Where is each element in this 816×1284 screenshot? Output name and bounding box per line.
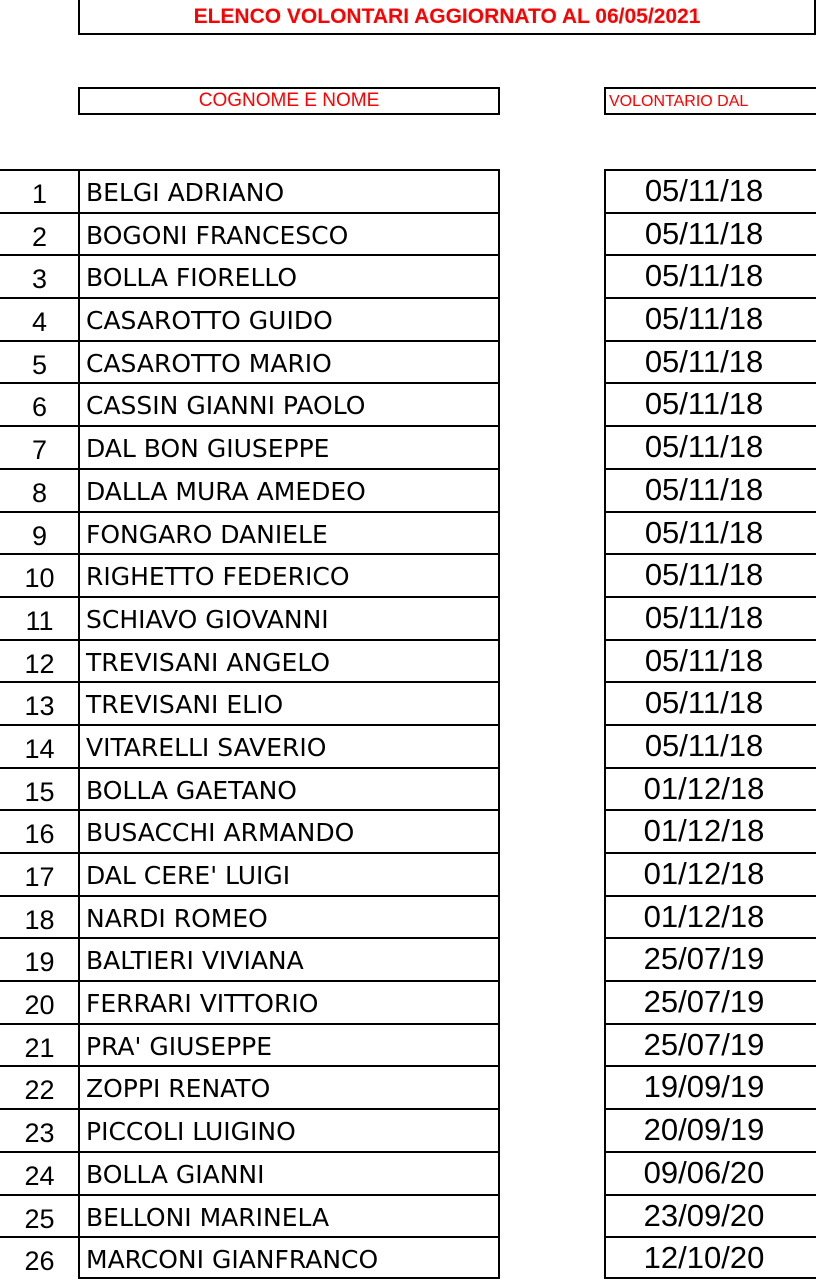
volunteer-since-date: 01/12/18 xyxy=(604,895,816,938)
volunteer-since-date: 19/09/19 xyxy=(604,1065,816,1108)
volunteer-since-date: 01/12/18 xyxy=(604,852,816,895)
volunteer-since-date: 05/11/18 xyxy=(604,382,816,425)
volunteer-since-date: 12/10/20 xyxy=(604,1236,816,1279)
row-number: 4 xyxy=(0,297,79,340)
table-row xyxy=(0,1194,816,1237)
row-number: 13 xyxy=(0,681,79,724)
table-row xyxy=(0,852,816,895)
table-row xyxy=(0,767,816,810)
table-row xyxy=(0,1151,816,1194)
row-number: 8 xyxy=(0,468,79,511)
volunteer-name: BOLLA FIORELLO xyxy=(78,254,500,297)
table-row xyxy=(0,724,816,767)
table-row xyxy=(0,553,816,596)
volunteer-name: RIGHETTO FEDERICO xyxy=(78,553,500,596)
row-number: 11 xyxy=(0,596,79,639)
row-number: 18 xyxy=(0,895,79,938)
volunteer-since-date: 05/11/18 xyxy=(604,511,816,554)
row-number: 25 xyxy=(0,1194,79,1237)
volunteer-since-date: 09/06/20 xyxy=(604,1151,816,1194)
volunteer-name: TREVISANI ANGELO xyxy=(78,639,500,682)
volunteer-name: NARDI ROMEO xyxy=(78,895,500,938)
table-row xyxy=(0,382,816,425)
volunteer-name: PRA' GIUSEPPE xyxy=(78,1023,500,1066)
volunteer-name: CASAROTTO MARIO xyxy=(78,340,500,383)
volunteer-name: BALTIERI VIVIANA xyxy=(78,937,500,980)
volunteer-since-date: 05/11/18 xyxy=(604,425,816,468)
column-header-volunteer-since: VOLONTARIO DAL xyxy=(604,87,816,115)
volunteer-since-date: 25/07/19 xyxy=(604,937,816,980)
table-row xyxy=(0,980,816,1023)
volunteer-name: CASAROTTO GUIDO xyxy=(78,297,500,340)
volunteer-since-date: 05/11/18 xyxy=(604,724,816,767)
row-number: 16 xyxy=(0,809,79,852)
volunteer-since-date: 05/11/18 xyxy=(604,340,816,383)
volunteer-name: TREVISANI ELIO xyxy=(78,681,500,724)
volunteer-name: FERRARI VITTORIO xyxy=(78,980,500,1023)
volunteer-since-date: 25/07/19 xyxy=(604,1023,816,1066)
table-row xyxy=(0,1023,816,1066)
table-row xyxy=(0,511,816,554)
row-number: 19 xyxy=(0,937,79,980)
row-number: 7 xyxy=(0,425,79,468)
row-number: 14 xyxy=(0,724,79,767)
volunteer-name: BELGI ADRIANO xyxy=(78,169,500,212)
volunteer-since-date: 20/09/19 xyxy=(604,1108,816,1151)
row-number: 2 xyxy=(0,212,79,255)
table-row xyxy=(0,468,816,511)
row-number: 15 xyxy=(0,767,79,810)
volunteer-since-date: 25/07/19 xyxy=(604,980,816,1023)
table-row xyxy=(0,937,816,980)
table-row xyxy=(0,1108,816,1151)
volunteer-name: ZOPPI RENATO xyxy=(78,1065,500,1108)
volunteer-since-date: 05/11/18 xyxy=(604,639,816,682)
volunteer-since-date: 05/11/18 xyxy=(604,553,816,596)
table-row xyxy=(0,1065,816,1108)
column-header-name: COGNOME E NOME xyxy=(78,87,500,115)
row-number: 12 xyxy=(0,639,79,682)
table-row xyxy=(0,639,816,682)
table-row xyxy=(0,169,816,212)
row-number: 23 xyxy=(0,1108,79,1151)
table-row xyxy=(0,809,816,852)
volunteer-name: SCHIAVO GIOVANNI xyxy=(78,596,500,639)
volunteer-table xyxy=(0,169,816,1279)
row-number: 17 xyxy=(0,852,79,895)
row-number: 3 xyxy=(0,254,79,297)
volunteer-name: DAL BON GIUSEPPE xyxy=(78,425,500,468)
table-row xyxy=(0,340,816,383)
table-row xyxy=(0,212,816,255)
volunteer-since-date: 05/11/18 xyxy=(604,169,816,212)
volunteer-name: BOLLA GAETANO xyxy=(78,767,500,810)
volunteer-name: FONGARO DANIELE xyxy=(78,511,500,554)
row-number: 21 xyxy=(0,1023,79,1066)
volunteer-name: BUSACCHI ARMANDO xyxy=(78,809,500,852)
volunteer-name: VITARELLI SAVERIO xyxy=(78,724,500,767)
table-row xyxy=(0,297,816,340)
volunteer-since-date: 05/11/18 xyxy=(604,468,816,511)
volunteer-name: PICCOLI LUIGINO xyxy=(78,1108,500,1151)
volunteer-name: BOGONI FRANCESCO xyxy=(78,212,500,255)
table-row xyxy=(0,254,816,297)
volunteer-name: DALLA MURA AMEDEO xyxy=(78,468,500,511)
table-row xyxy=(0,596,816,639)
table-row xyxy=(0,1236,816,1279)
table-row xyxy=(0,681,816,724)
row-number: 5 xyxy=(0,340,79,383)
row-number: 20 xyxy=(0,980,79,1023)
row-number: 6 xyxy=(0,382,79,425)
volunteer-name: BELLONI MARINELA xyxy=(78,1194,500,1237)
volunteer-since-date: 05/11/18 xyxy=(604,212,816,255)
volunteer-name: MARCONI GIANFRANCO xyxy=(78,1236,500,1279)
volunteer-name: BOLLA GIANNI xyxy=(78,1151,500,1194)
volunteer-since-date: 01/12/18 xyxy=(604,767,816,810)
row-number: 24 xyxy=(0,1151,79,1194)
row-number: 22 xyxy=(0,1065,79,1108)
volunteer-name: DAL CERE' LUIGI xyxy=(78,852,500,895)
row-number: 26 xyxy=(0,1236,79,1279)
row-number: 10 xyxy=(0,553,79,596)
page-title: ELENCO VOLONTARI AGGIORNATO AL 06/05/2021 xyxy=(78,0,816,35)
volunteer-since-date: 05/11/18 xyxy=(604,681,816,724)
volunteer-since-date: 05/11/18 xyxy=(604,596,816,639)
volunteer-since-date: 23/09/20 xyxy=(604,1194,816,1237)
table-row xyxy=(0,425,816,468)
volunteer-since-date: 05/11/18 xyxy=(604,297,816,340)
row-number: 9 xyxy=(0,511,79,554)
volunteer-name: CASSIN GIANNI PAOLO xyxy=(78,382,500,425)
volunteer-since-date: 01/12/18 xyxy=(604,809,816,852)
volunteer-since-date: 05/11/18 xyxy=(604,254,816,297)
row-number: 1 xyxy=(0,169,79,212)
table-row xyxy=(0,895,816,938)
